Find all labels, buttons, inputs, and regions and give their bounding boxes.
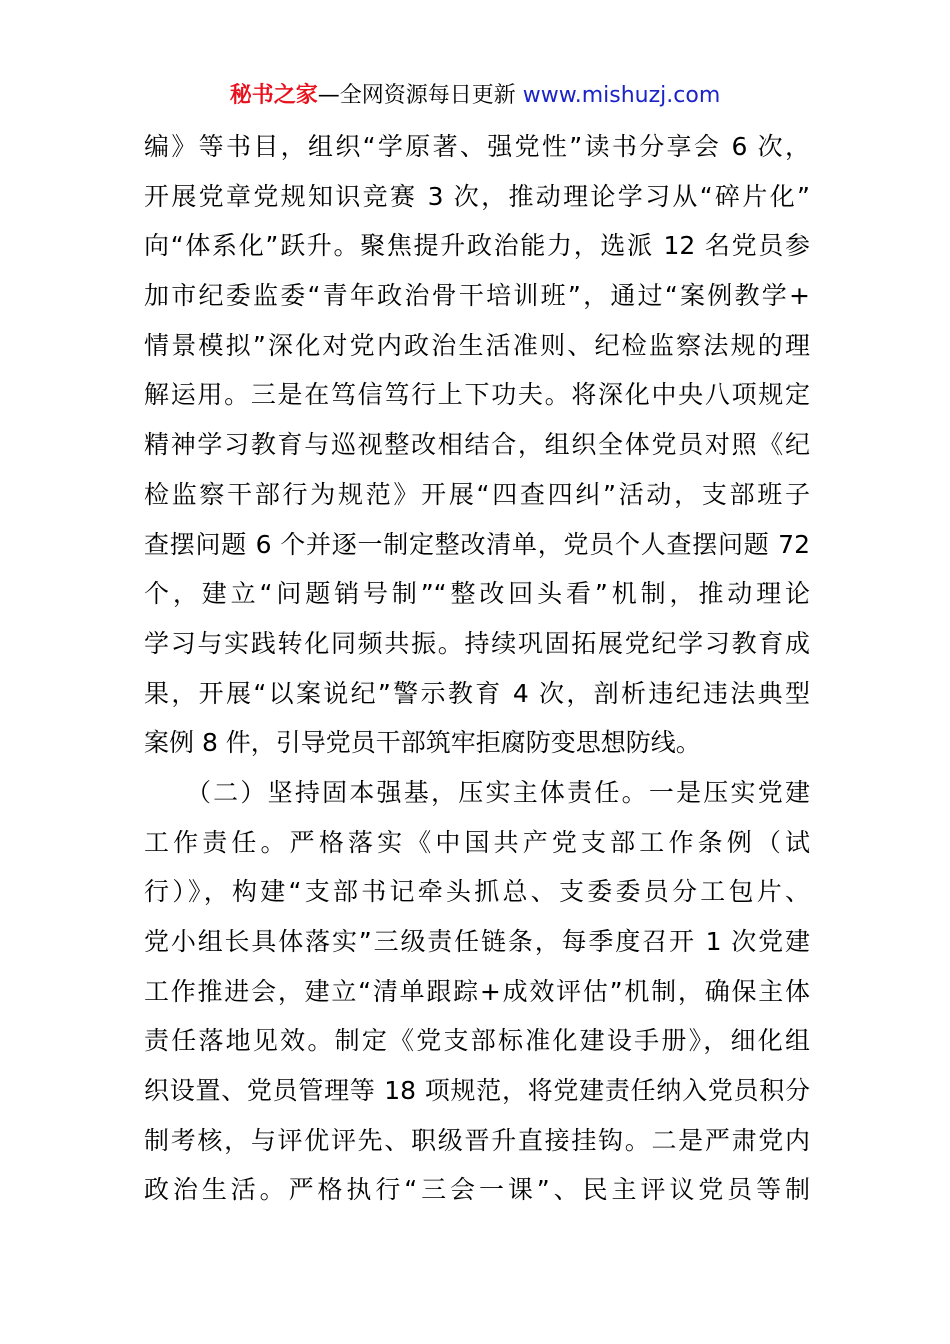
text-line: 党小组长具体落实”三级责任链条，每季度召开 1 次党建 [144, 927, 810, 956]
text-line: 工作责任。严格落实《中国共产党支部工作条例（试 [144, 827, 810, 857]
site-brand: 秘书之家 [229, 83, 318, 108]
text-line: 责任落地见效。制定《党支部标准化建设手册》，细化组 [144, 1026, 810, 1056]
text-line: 政治生活。严格执行“三会一课”、民主评议党员等制 [144, 1175, 810, 1205]
text-line: 案例 8 件，引导党员干部筑牢拒腐防变思想防线。 [144, 728, 701, 758]
site-url: www.mishuzj.com [522, 83, 721, 108]
site-tagline: —全网资源每日更新 [317, 83, 516, 108]
text-line: 查摆问题 6 个并逐一制定整改清单，党员个人查摆问题 72 [144, 529, 810, 559]
site-header [0, 80, 950, 112]
text-line: （二）坚持固本强基，压实主体责任。一是压实党建 [144, 777, 810, 807]
text-line: 制考核，与评优评先、职级晋升直接挂钩。二是严肃党内 [144, 1125, 810, 1155]
text-line: 学习与实践转化同频共振。持续巩固拓展党纪学习教育成 [144, 628, 810, 658]
text-line: 精神学习教育与巡视整改相结合，组织全体党员对照《纪 [144, 430, 810, 460]
text-line: 向“体系化”跃升。聚焦提升政治能力，选派 12 名党员参 [144, 231, 810, 261]
document-body [144, 122, 810, 1215]
text-line: 织设置、党员管理等 18 项规范，将党建责任纳入党员积分 [144, 1076, 810, 1106]
text-line: 情景模拟”深化对党内政治生活准则、纪检监察法规的理 [144, 330, 810, 360]
text-line: 个，建立“问题销号制”“整改回头看”机制，推动理论 [144, 579, 810, 609]
text-line: 行）》，构建“支部书记牵头抓总、支委委员分工包片、 [144, 877, 810, 907]
text-line: 加市纪委监委“青年政治骨干培训班”，通过“案例教学+ [144, 281, 810, 311]
text-line: 解运用。三是在笃信笃行上下功夫。将深化中央八项规定 [144, 380, 810, 410]
text-line: 开展党章党规知识竞赛 3 次，推动理论学习从“碎片化” [144, 181, 810, 211]
text-line: 编》等书目，组织“学原著、强党性”读书分享会 6 次， [144, 132, 810, 161]
text-line: 检监察干部行为规范》开展“四查四纠”活动，支部班子 [144, 479, 810, 509]
text-line: 工作推进会，建立“清单跟踪+成效评估”机制，确保主体 [144, 976, 810, 1006]
text-line: 果，开展“以案说纪”警示教育 4 次，剖析违纪违法典型 [144, 678, 810, 708]
